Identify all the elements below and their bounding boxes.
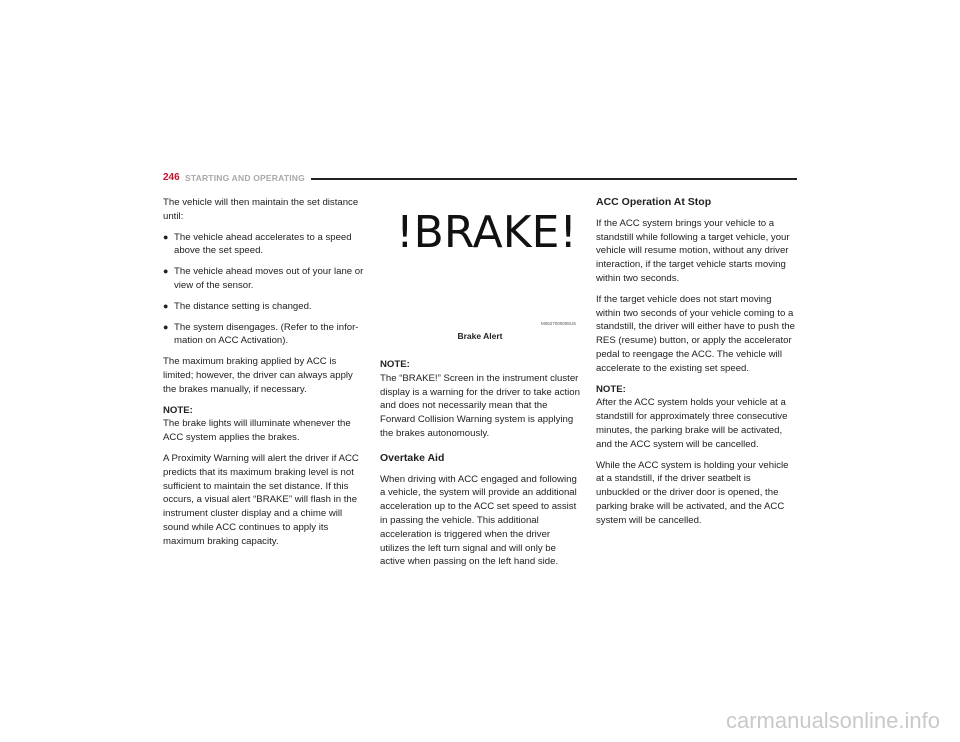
- list-item: ● The distance setting is changed.: [163, 300, 312, 312]
- condition-list: [163, 231, 365, 349]
- page-number: 246: [163, 172, 180, 183]
- bullet-icon: ●: [163, 321, 169, 332]
- section-title: STARTING AND OPERATING: [185, 173, 305, 183]
- figure-caption: Brake Alert: [457, 331, 503, 341]
- header-rule: [311, 178, 797, 180]
- column-left: [163, 196, 365, 556]
- column-middle: [380, 196, 580, 576]
- acc-stop-heading: ACC Operation At Stop: [596, 196, 712, 208]
- brake-alert-image: [380, 207, 580, 288]
- proximity-paragraph: A Proximity Warning will alert the driver if ACC predicts that its maximum braking level is not sufficient to maintain the set distance. If this occurs, a visual alert “BRAKE” will flash in the instrument cluster display and a chime will sound while ACC continues to apply its maximum braking capacity.: [163, 452, 359, 547]
- note-text: After the ACC system holds your vehicle at a standstill for approximately three consecutive minutes, the parking brake will be activated, and the ACC system will be cancelled.: [596, 397, 788, 450]
- note: [596, 383, 797, 452]
- note-label: NOTE:: [163, 404, 193, 416]
- page-header: [163, 168, 797, 188]
- list-item: ● The vehicle ahead accelerates to a speed above the set speed.: [163, 231, 352, 257]
- watermark: carmanualsonline.info: [725, 708, 940, 733]
- intro-paragraph: The vehicle will then maintain the set distance until:: [163, 197, 359, 222]
- braking-paragraph: The maximum braking applied by ACC is limited; however, the driver can always apply the brakes manually, if necessary.: [163, 356, 353, 395]
- overtake-aid-heading: Overtake Aid: [380, 451, 445, 464]
- brake-alert-figure: [380, 207, 580, 358]
- standstill-paragraph: If the ACC system brings your vehicle to a standstill while following a target vehicle, your vehicle will resume motion, without any driver interaction, if the target vehicle starts moving within two seconds.: [596, 217, 790, 284]
- overtake-aid-paragraph: When driving with ACC engaged and following a vehicle, the system will provide an additional acceleration up to the ACC set speed to assist in passing the vehicle. This additional acceleration is triggered when the driver utilizes the left turn signal and will only be active when passing on the left hand side.: [380, 473, 577, 568]
- bullet-icon: ●: [163, 266, 169, 277]
- note: [380, 358, 580, 441]
- seatbelt-paragraph: While the ACC system is holding your vehicle at a standstill, if the driver seatbelt is unbuckled or the driver door is opened, the parking brake will be activated, and the ACC system will be cancelled.: [596, 459, 789, 526]
- brake-alert-text: !BRAKE!: [396, 207, 578, 258]
- bullet-icon: ●: [163, 300, 169, 311]
- column-right: [596, 196, 797, 535]
- list-item: ● The vehicle ahead moves out of your lane or view of the sensor.: [163, 266, 364, 291]
- bullet-icon: ●: [163, 231, 169, 242]
- note: [163, 404, 365, 445]
- note-text: The “BRAKE!” Screen in the instrument cluster display is a warning for the driver to take action and does not necessarily mean that the Forward Collision Warning system is applying the brakes autonomously.: [380, 372, 580, 439]
- note-label: NOTE:: [380, 359, 410, 370]
- figure-code: M0627000008US: [540, 321, 576, 326]
- list-item: ● The system disengages. (Refer to the infor-mation on ACC Activation).: [163, 321, 359, 347]
- resume-paragraph: If the target vehicle does not start moving within two seconds of your vehicle coming to a standstill, the driver will either have to push the RES (resume) button, or apply the accelerator pedal to reengage the ACC. The vehicle will accelerate to the existing set speed.: [596, 293, 795, 374]
- note-label: NOTE:: [596, 383, 626, 395]
- note-text: The brake lights will illuminate whenever the ACC system applies the brakes.: [163, 418, 351, 444]
